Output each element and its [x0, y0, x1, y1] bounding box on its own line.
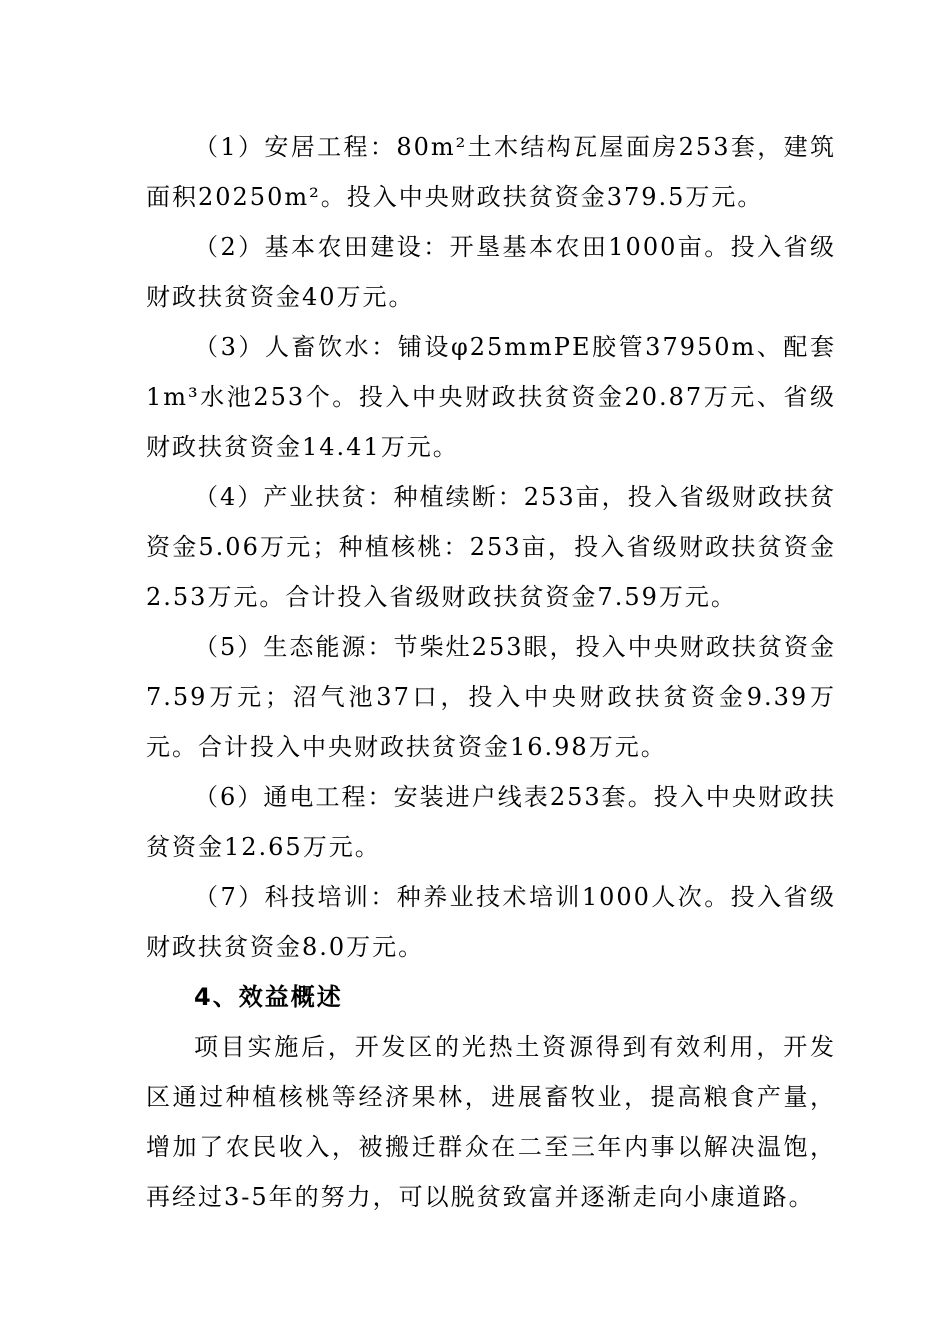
item-housing: （1）安居工程：80m²土木结构瓦屋面房253套，建筑面积20250m²。投入中央财政扶贫资金379.5万元。	[146, 133, 836, 211]
item-industry: （4）产业扶贫：种植续断：253亩，投入省级财政扶贫资金5.06万元；种植核桃：253亩，投入省级财政扶贫资金2.53万元。合计投入省级财政扶贫资金7.59万元。	[146, 483, 836, 611]
section-heading: 4、效益概述	[194, 983, 343, 1011]
item-electricity: （6）通电工程：安装进户线表253套。投入中央财政扶贫资金12.65万元。	[146, 783, 836, 861]
item-drinking-water: （3）人畜饮水：铺设φ25mmPE胶管37950m、配套1m³水池253个。投入中央财政扶贫资金20.87万元、省级财政扶贫资金14.41万元。	[146, 333, 836, 461]
item-farmland: （2）基本农田建设：开垦基本农田1000亩。投入省级财政扶贫资金40万元。	[146, 233, 836, 311]
item-training: （7）科技培训：种养业技术培训1000人次。投入省级财政扶贫资金8.0万元。	[146, 883, 836, 961]
document-body	[146, 122, 836, 1222]
summary-paragraph: 项目实施后，开发区的光热土资源得到有效利用，开发区通过种植核桃等经济果林，进展畜牧业，提高粮食产量，增加了农民收入，被搬迁群众在二至三年内事以解决温饱，再经过3-5年的努力，可以脱贫致富并逐渐走向小康道路。	[146, 1033, 836, 1211]
item-energy: （5）生态能源：节柴灶253眼，投入中央财政扶贫资金7.59万元；沼气池37口，投入中央财政扶贫资金9.39万元。合计投入中央财政扶贫资金16.98万元。	[146, 633, 836, 761]
